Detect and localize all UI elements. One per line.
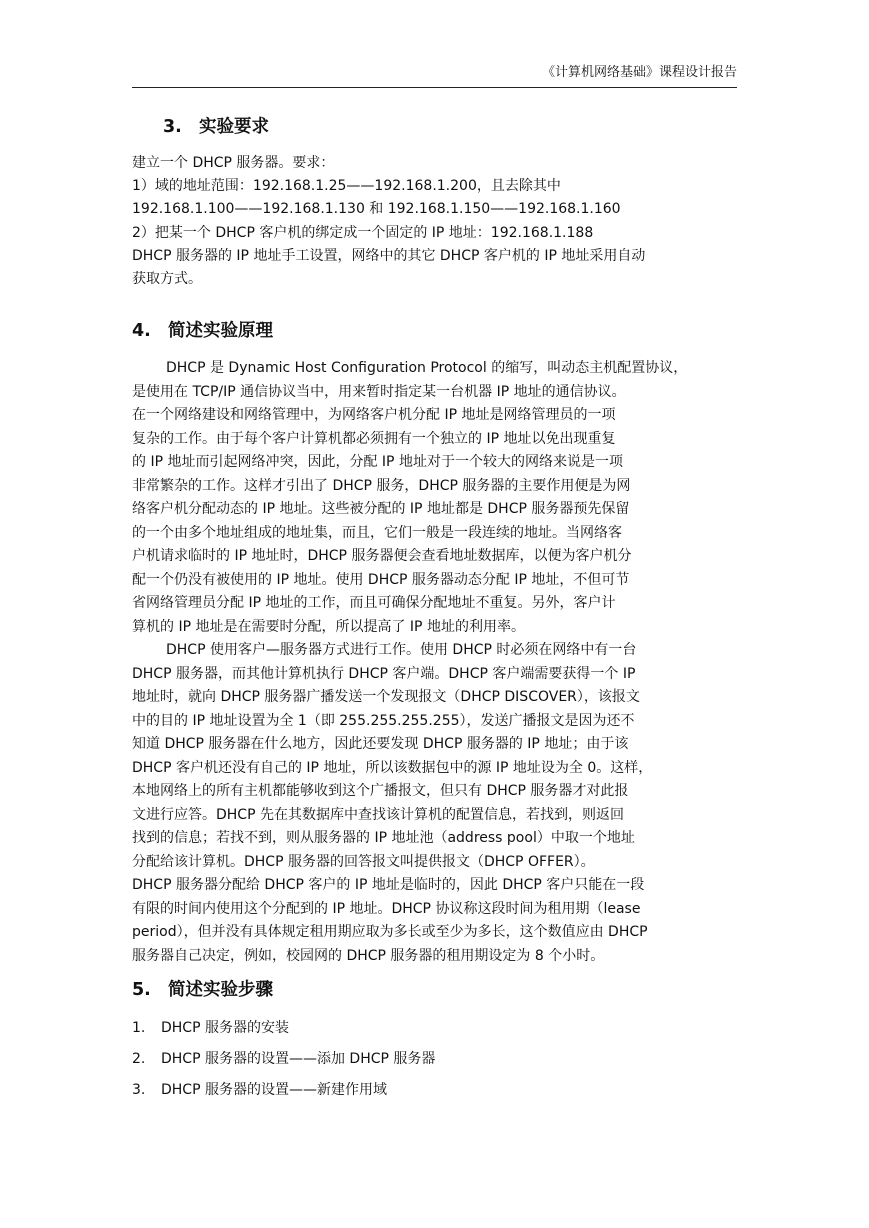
step-number: 1. (132, 1020, 146, 1036)
text-line: 复杂的工作。由于每个客户计算机都必须拥有一个独立的 IP 地址以免出现重复 (132, 430, 616, 447)
section-number: 4. (132, 321, 151, 341)
text-line: 在一个网络建设和网络管理中，为网络客户机分配 IP 地址是网络管理员的一项 (132, 407, 616, 423)
text-line: 户机请求临时的 IP 地址时，DHCP 服务器便会查看地址数据库，以便为客户机分 (132, 548, 632, 564)
list-item (132, 1047, 435, 1078)
step-number: 3. (132, 1082, 146, 1098)
step-number: 2. (132, 1051, 146, 1067)
header-rule (132, 87, 737, 88)
section-title: 简述实验步骤 (168, 980, 273, 1000)
list-item (132, 1016, 435, 1047)
section-3-body (132, 152, 742, 291)
text-line: 有限的时间内使用这个分配到的 IP 地址。DHCP 协议称这段时间为租用期（lease (132, 900, 641, 917)
text-line: 配一个仍没有被使用的 IP 地址。使用 DHCP 服务器动态分配 IP 地址，不但可节 (132, 571, 630, 588)
text-line: 知道 DHCP 服务器在什么地方，因此还要发现 DHCP 服务器的 IP 地址；由于该 (132, 736, 629, 752)
text-line: 分配给该计算机。DHCP 服务器的回答报文叫提供报文（DHCP OFFER）。 (132, 853, 595, 870)
text-line: 是使用在 TCP/IP 通信协议当中，用来暂时指定某一台机器 IP 地址的通信协议。 (132, 383, 626, 400)
running-header: 《计算机网络基础》课程设计报告 (541, 65, 737, 80)
text-line: 省网络管理员分配 IP 地址的工作，而且可确保分配地址不重复。另外，客户计 (132, 595, 616, 611)
text-line: DHCP 服务器，而其他计算机执行 DHCP 客户端。DHCP 客户端需要获得一个 IP (132, 665, 636, 682)
text-line: period），但并没有具体规定租用期应取为多长或至少为多长，这个数值应由 DHCP (132, 924, 648, 940)
text-line: 文进行应答。DHCP 先在其数据库中查找该计算机的配置信息，若找到，则返回 (132, 806, 624, 823)
text-line: 的一个由多个地址组成的地址集，而且，它们一般是一段连续的地址。当网络客 (132, 524, 622, 541)
steps-list (132, 1016, 435, 1109)
section-5-heading (132, 978, 273, 1002)
section-number: 5. (132, 980, 151, 1000)
section-title: 简述实验原理 (168, 321, 273, 341)
section-4-body (132, 357, 742, 968)
step-text: DHCP 服务器的设置——新建作用域 (161, 1082, 387, 1098)
text-line: 1）域的地址范围：192.168.1.25——192.168.1.200，且去除其中 (132, 178, 561, 195)
text-line: 的 IP 地址而引起网络冲突，因此，分配 IP 地址对于一个较大的网络来说是一项 (132, 454, 623, 470)
section-4-heading (132, 319, 273, 343)
text-line: 算机的 IP 地址是在需要时分配，所以提高了 IP 地址的利用率。 (132, 618, 525, 635)
step-text: DHCP 服务器的安装 (161, 1020, 289, 1036)
text-line: DHCP 服务器分配给 DHCP 客户的 IP 地址是临时的，因此 DHCP 客户只能在一段 (132, 877, 645, 893)
text-line: 找到的信息；若找不到，则从服务器的 IP 地址池（address pool）中取一个地址 (132, 830, 635, 846)
text-line: DHCP 使用客户—服务器方式进行工作。使用 DHCP 时必须在网络中有一台 (166, 642, 637, 658)
section-3-heading (163, 115, 269, 139)
section-number: 3. (163, 117, 182, 137)
text-line: 192.168.1.100——192.168.1.130 和 192.168.1.150——192.168.1.160 (132, 201, 621, 218)
list-item (132, 1078, 435, 1109)
text-line: DHCP 是 Dynamic Host Configuration Protocol 的缩写，叫动态主机配置协议， (166, 360, 688, 376)
text-line: 地址时，就向 DHCP 服务器广播发送一个发现报文（DHCP DISCOVER），该报文 (132, 689, 640, 705)
text-line: 建立一个 DHCP 服务器。要求： (132, 155, 335, 171)
text-line: 中的目的 IP 地址设置为全 1（即 255.255.255.255），发送广播报文是因为还不 (132, 712, 635, 729)
text-line: DHCP 服务器的 IP 地址手工设置，网络中的其它 DHCP 客户机的 IP 地址采用自动 (132, 247, 646, 264)
text-line: DHCP 客户机还没有自己的 IP 地址，所以该数据包中的源 IP 地址设为全 0。这样， (132, 759, 653, 776)
text-line: 获取方式。 (132, 270, 202, 287)
text-line: 非常繁杂的工作。这样才引出了 DHCP 服务，DHCP 服务器的主要作用便是为网 (132, 477, 631, 494)
text-line: 2）把某一个 DHCP 客户机的绑定成一个固定的 IP 地址：192.168.1.188 (132, 224, 594, 241)
section-title: 实验要求 (199, 117, 269, 137)
step-text: DHCP 服务器的设置——添加 DHCP 服务器 (161, 1051, 436, 1067)
text-line: 服务器自己决定，例如，校园网的 DHCP 服务器的租用期设定为 8 个小时。 (132, 947, 605, 964)
text-line: 络客户机分配动态的 IP 地址。这些被分配的 IP 地址都是 DHCP 服务器预先保留 (132, 501, 630, 517)
text-line: 本地网络上的所有主机都能够收到这个广播报文，但只有 DHCP 服务器才对此报 (132, 783, 629, 799)
